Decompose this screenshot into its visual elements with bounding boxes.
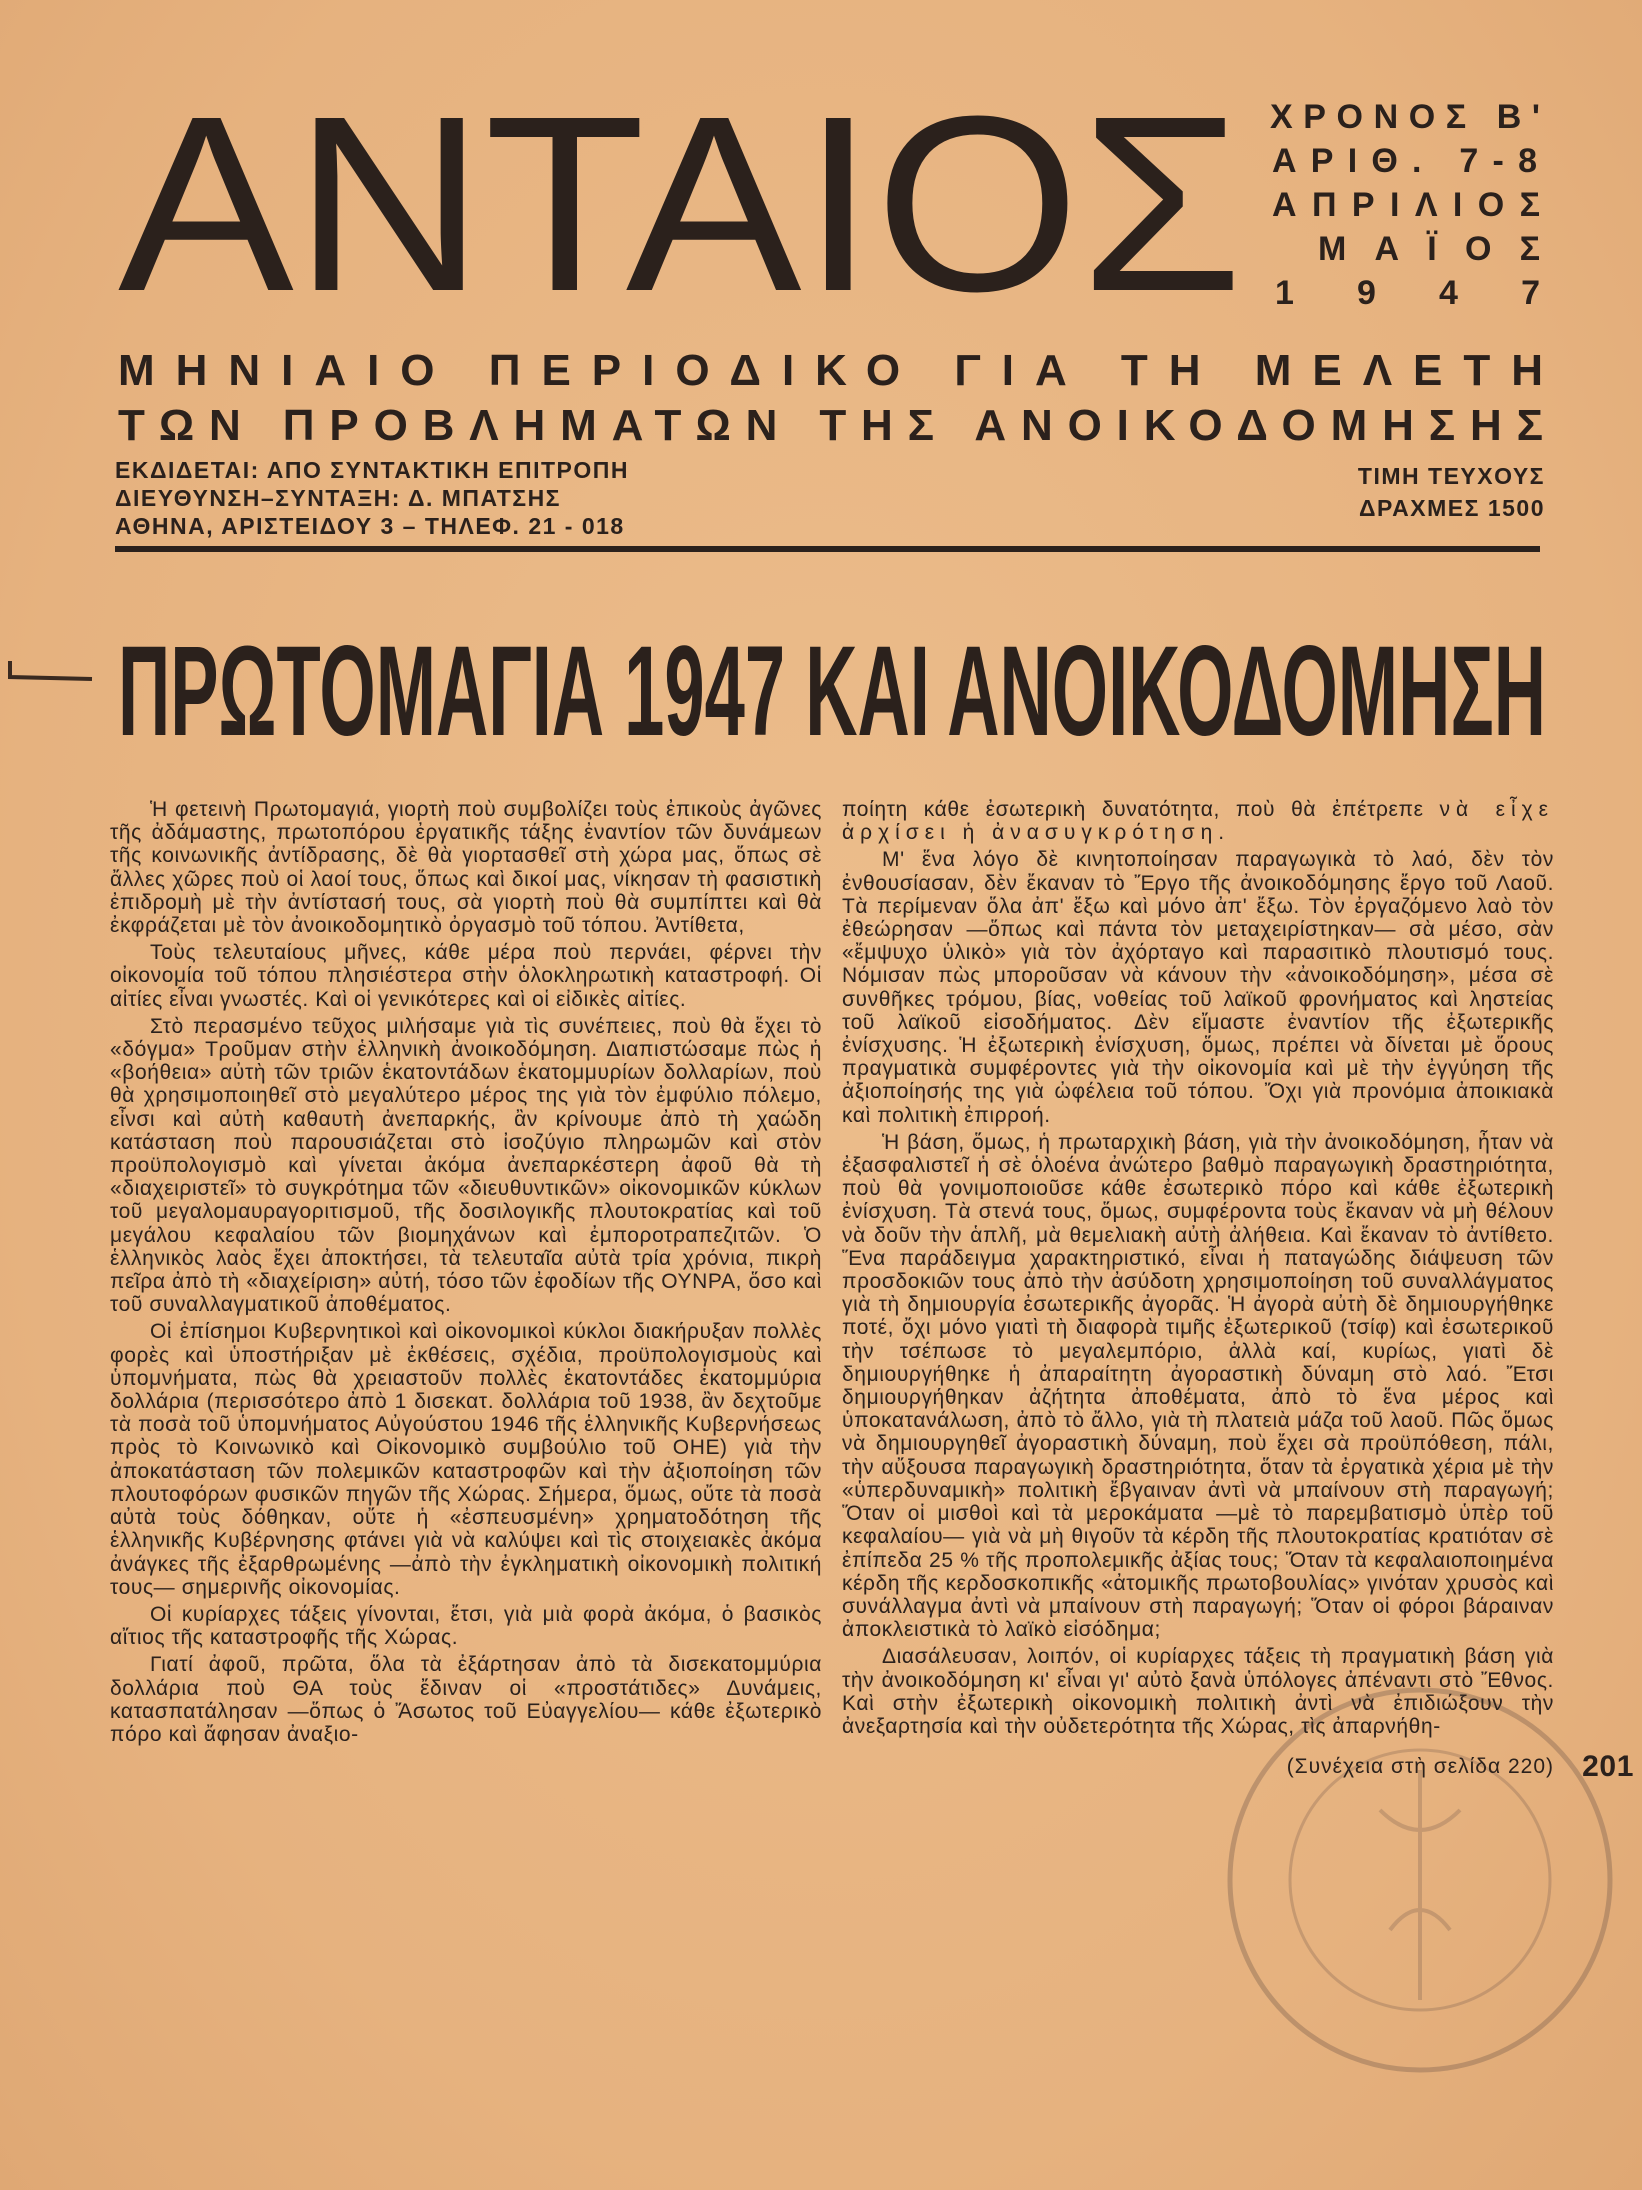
paragraph: Οἱ ἐπίσημοι Κυβερνητικοὶ καὶ οἰκονομικοὶ κύκλοι διακήρυξαν πολλὲς φορὲς καὶ ὑποστήριξαν μὲ ἐκθέσεις, σχέδια, προϋπολογισμοὺς καὶ ὑπομνήματα, πὼς θὰ χρειαστοῦν πολλὲς ἑκατοντάδες ἑκατομμύρια δολλάρια (περισσότερο ἀπὸ 1 δισεκατ. δολλάρια τοῦ 1938, ἂν δεχτοῦμε τὰ ποσὰ τοῦ ὑπομνήματος Αὐγούστου 1946 τῆς ἑλληνικῆς Κυβερνήσεως πρὸς τὸ Κοινωνικὸ καὶ Οἰκονομικὸ συμβούλιο τοῦ ΟΗΕ) γιὰ τὴν ἀποκατάσταση τῶν πολεμικῶν καταστροφῶν καὶ τὴν ἀξιοποίηση τῶν πλουτοφόρων φυσικῶν πηγῶν τῆς Χώρας. Σήμερα, ὅμως, οὔτε τὰ ποσὰ αὐτὰ τοὺς δόθηκαν, οὔτε ἡ «ἐσπευσμένη» χρηματοδότηση τῆς ἑλληνικῆς Κυβέρνησης φτάνει γιὰ νὰ καλύψει καὶ τὶς στοιχειακὲς ἀκόμα ἀνάγκες τῆς ἐξαρθρωμένης —ἀπὸ τὴν ἐγκληματικὴ οἰκονομικὴ πολιτική τους— σημερινῆς οἰκονομίας. bbox=[110, 1320, 822, 1599]
continuation-text-spaced: νὰ εἶχε ἀρχίσει ἡ ἀνασυγκρότηση. bbox=[842, 798, 1554, 845]
headline: ΠΡΩΤΟΜΑΓΙΑ 1947 ΚΑΙ ΑΝΟΙΚΟΔΟΜΗΣΗ bbox=[118, 620, 1547, 763]
paragraph: Μ' ἕνα λόγο δὲ κινητοποίησαν παραγωγικὰ τὸ λαό, δὲν τὸν ἐνθουσίασαν, δὲν ἔκαναν τὸ Ἔργο τῆς ἀνοικοδόμησης ἔργο τοῦ Λαοῦ. Τὰ περίμεναν ὅλα ἀπ' ἔξω καὶ μόνο ἀπ' ἔξω. Τὸν ἐργαζόμενο λαὸ τὸν ἐθεώρησαν —ὅπως καὶ πάντα τὸν μεταχειρίστηκαν— σὰ μέσο, σὰν «ἔμψυχο ὑλικὸ» γιὰ τὸν ἀχόρταγο καὶ παρασιτικὸ πλουτισμό τους. Νόμισαν πὼς μποροῦσαν νὰ κάνουν τὴν «ἀνοικοδόμηση», μέσα σὲ συνθῆκες τρόμου, βίας, νοθείας τοῦ λαϊκοῦ φρονήματος καὶ ληστείας τοῦ λαϊκοῦ εἰσοδήματος. Δὲν εἴμαστε ἐναντίον τῆς ἐξωτερικῆς ἐνίσχυσης. Ἡ ἐξωτερικὴ ἐνίσχυση, ὅμως, πρέπει νὰ δίνεται μὲ ὅρους πραγματικὰ συμφέροντες γιὰ τὴν οἰκονομία καὶ μὲ τὴν ἐγγύηση τῆς ἀξιοποίησής της γιὰ ὠφέλεια τοῦ τόπου. Ὄχι γιὰ προνόμια ἀποικιακὰ καὶ πολιτικὴ ἐπιρροή. bbox=[842, 848, 1554, 1127]
issue-month-1: ΑΠΡΙΛΙΟΣ bbox=[1272, 186, 1540, 224]
paragraph: Στὸ περασμένο τεῦχος μιλήσαμε γιὰ τὶς συνέπειες, ποὺ θὰ ἔχει τὸ «δόγμα» Τροῦμαν στὴν ἑλληνικὴ ἀνοικοδόμηση. Διαπιστώσαμε πὼς ἡ «βοήθεια» αὐτὴ τῶν τριῶν ἑκατοντάδων ἑκατομμυρίων δολλαρίων, ποὺ θὰ χρησιμοποιηθεῖ στὸ μεγαλύτερο μέρος της γιὰ τὸν ἐμφύλιο πόλεμο, εἶνσι καὶ αὐτὴ καθαυτὴ ἀνεπαρκής, ἂν κρίνουμε ἀπὸ τὴ χαώδη κατάσταση ποὺ παρουσιάζεται στὸ ἰσοζύγιο πληρωμῶν καὶ στὸν προϋπολογισμὸ καὶ γίνεται ἀκόμα ἀνεπαρκέστερη ἀφοῦ θὰ τὴ «διαχειριστεῖ» τὸ συγκρότημα τῶν «διευθυντικῶν» οἰκονομικῶν κύκλων τοῦ μεγαλομαυραγοριτισμοῦ, τῆς δοσιλογικῆς πλουτοκρατίας καὶ τοῦ μεγάλου κεφαλαίου τῶν βιομηχάνων καὶ ἐμποροτραπεζιτῶν. Ὁ ἑλληνικὸς λαὸς ἔχει ἀποκτήσει, τὰ τελευταῖα αὐτὰ τρία χρόνια, πικρὴ πεῖρα ἀπὸ τὴ «διαχείριση» αὐτή, τόσο τῶν ἐφοδίων τῆς ΟΥΝΡΑ, ὅσο καὶ τοῦ συναλλαγματικοῦ ἀποθέματος. bbox=[110, 1014, 822, 1317]
publisher-line: ΕΚΔΙΔΕΤΑΙ: ΑΠΟ ΣΥΝΤΑΚΤΙΚΗ ΕΠΙΤΡΟΠΗ bbox=[115, 457, 629, 483]
continuation-row bbox=[842, 1750, 1634, 1784]
magazine-title: ΑΝΤΑΙΟΣ bbox=[118, 64, 1243, 343]
address-line: ΑΘΗΝΑ, ΑΡΙΣΤΕΙΔΟΥ 3 – ΤΗΛΕΦ. 21 - 018 bbox=[115, 513, 625, 539]
continued-on-page-note: (Συνέχεια στὴ σελίδα 220) bbox=[1286, 1755, 1554, 1779]
paragraph-continuation bbox=[842, 798, 1554, 844]
article-column-right bbox=[842, 798, 1634, 1784]
publisher-info bbox=[115, 456, 629, 540]
price-label: ΤΙΜΗ ΤΕΥΧΟΥΣ bbox=[1357, 463, 1545, 489]
price-value: ΔΡΑΧΜΕΣ 1500 bbox=[1359, 495, 1545, 521]
issue-month-2: ΜΑΪΟΣ bbox=[1318, 230, 1540, 268]
issue-year-label: ΧΡΟΝΟΣ Β' bbox=[1270, 98, 1540, 136]
header-divider bbox=[115, 546, 1540, 552]
subtitle-line-2: ΤΩΝ ΠΡΟΒΛΗΜΑΤΩΝ ΤΗΣ ΑΝΟΙΚΟΔΟΜΗΣΗΣ bbox=[118, 401, 1543, 450]
page-number: 201 bbox=[1582, 1750, 1634, 1784]
margin-mark bbox=[8, 655, 93, 683]
subtitle-line-1: ΜΗΝΙΑΙΟ ΠΕΡΙΟΔΙΚΟ ΓΙΑ ΤΗ ΜΕΛΕΤΗ bbox=[118, 346, 1543, 395]
paragraph: Διασάλευσαν, λοιπόν, οἱ κυρίαρχες τάξεις τὴ πραγματικὴ βάση γιὰ τὴν ἀνοικοδόμηση κι' εἶναι γι' αὐτὸ ξανὰ ὑπόλογες ἀπέναντι στὸ Ἔθνος. Καὶ στὴν ἐξωτερικὴ οἰκονομικὴ πολιτικὴ ἀντὶ νὰ ἐπιδιώξουν τὴν ἀνεξαρτησία καὶ τὴν οὐδετερότητα τῆς Χώρας, τὶς ἀπαρνήθη- bbox=[842, 1645, 1554, 1738]
paragraph: Ἡ βάση, ὅμως, ἡ πρωταρχικὴ βάση, γιὰ τὴν ἀνοικοδόμηση, ἦταν νὰ ἐξασφαλιστεῖ ἡ σὲ ὁλοένα ἀνώτερο βαθμὸ παραγωγικὴ δραστηριότητα, ποὺ θὰ γονιμοποιοῦσε κάθε ἐσωτερικὸ πόρο καὶ κάθε ἐξωτερικὴ ἐνίσχυση. Τὰ στενά τους, ὅμως, συμφέροντα τοὺς ἔκαναν νὰ μὴ θέλουν νὰ δοῦν τὴν ἁπλῆ, μὰ θεμελιακὴ αὐτὴ ἀλήθεια. Καὶ ἔκαναν τὸ ἀντίθετο. Ἕνα παράδειγμα χαρακτηριστικό, εἶναι ἡ παταγώδης διάψευση τῶν προσδοκιῶν τους ἀπὸ τὴν ἀσύδοτη χρησιμοποίηση τοῦ συναλλάγματος γιὰ τὴ δημιουργία ἐσωτερικῆς ἀγορᾶς. Ἡ ἀγορὰ αὐτὴ δὲ δημιουργήθηκε ποτέ, ὄχι μόνο γιατὶ τὴ διαφορὰ τιμῆς ἐξωτερικοῦ (τσίφ) καὶ ἐσωτερικοῦ τὴν τσέπωσε τὸ μεγαλεμπόριο, ἀλλὰ καί, κυρίως, γιατὶ δὲ δημιουργήθηκε ἡ ἀπαραίτητη ἀγοραστικὴ δύναμη στὸ λαό. Ἔτσι δημιουργήθηκαν ἀζήτητα ἀποθέματα, ἀπὸ τὸ ἕνα μέρος καὶ ὑποκατανάλωση, ἀπὸ τὸ ἄλλο, γιὰ τὴ πλατειὰ μάζα τοῦ λαοῦ. Πῶς ὅμως νὰ δημιουργηθεῖ ἀγοραστικὴ δύναμη, ποὺ ἔχει σὰ προϋπόθεση, πάλι, τὴν αὔξουσα παραγωγικὴ δραστηριότητα, ὅταν τὰ ἐργατικὰ χέρια μὲ τὴν «ὑπερδυναμικὴ» πολιτικὴ ἔβγαιναν ἀντὶ νὰ μπαίνουν στὴ παραγωγή; Ὅταν οἱ μισθοὶ καὶ τὰ μεροκάματα —μὲ τὸ παρεμβατισμὸ ὑπὲρ τοῦ κεφαλαίου— γιὰ νὰ μὴ θιγοῦν τὰ κέρδη τῆς πλουτοκρατίας κρατιόταν σὲ ἐπίπεδα 25 % τῆς προπολεμικῆς ἀξίας τους; Ὅταν τὰ κεφαλαιοποιημένα κέρδη τῆς κερδοσκοπικῆς «ἀτομικῆς πρωτοβουλίας» γινόταν χρυσὸς καὶ συνάλλαγμα ἀντὶ νὰ μπαίνουν στὴ παραγωγή; Ὅταν οἱ φόροι βάραιναν ἀποκλειστικὰ τὸ λαϊκὸ εἰσόδημα; bbox=[842, 1130, 1554, 1642]
paragraph: Γιατί ἀφοῦ, πρῶτα, ὅλα τὰ ἐξάρτησαν ἀπὸ τὰ δισεκατομμύρια δολλάρια ποὺ ΘΑ τοὺς ἔδιναν οἱ «προστάτιδες» Δυνάμεις, κατασπατάλησαν —ὅπως ὁ Ἄσωτος τοῦ Εὐαγγελίου— κάθε ἐξωτερικὸ πόρο καὶ ἄφησαν ἀναξιο- bbox=[110, 1653, 822, 1746]
masthead bbox=[0, 0, 1642, 800]
paragraph: Οἱ κυρίαρχες τάξεις γίνονται, ἔτσι, γιὰ μιὰ φορὰ ἀκόμα, ὁ βασικὸς αἴτιος τῆς καταστροφῆς τῆς Χώρας. bbox=[110, 1602, 822, 1650]
paragraph: Ἡ φετεινὴ Πρωτομαγιά, γιορτὴ ποὺ συμβολίζει τοὺς ἐπικοὺς ἀγῶνες τῆς ἀδάμαστης, πρωτοπόρου ἐργατικῆς τάξης ἐναντίον τῶν δυνάμεων τῆς κοινωνικῆς ἀντίδρασης, δὲ θὰ γιορτασθεῖ στὴ χώρα μας, ὅπως σὲ ἄλλες χῶρες ποὺ οἱ λαοί τους, ὅπως καὶ δικοί μας, νίκησαν τὴ φασιστικὴ ἐπιδρομὴ μὲ τὴν ἀντίστασή τους, σὰ γιορτὴ ποὺ θὰ συμπίπτει καὶ θὰ ἐκφράζεται μὲ τὸν ἀνοικοδομητικὸ ὀργασμὸ τοῦ τόπου. Ἀντίθετα, bbox=[110, 798, 822, 938]
issue-number: ΑΡΙΘ. 7-8 bbox=[1272, 142, 1537, 180]
continuation-text: ποίητη κάθε ἐσωτερικὴ δυνατότητα, ποὺ θὰ ἐπέτρεπε bbox=[842, 798, 1424, 821]
article-column-left bbox=[110, 798, 822, 1750]
editor-line: ΔΙΕΥΘΥΝΣΗ–ΣΥΝΤΑΞΗ: Δ. ΜΠΑΤΣΗΣ bbox=[115, 485, 561, 511]
price-info bbox=[1340, 462, 1545, 522]
issue-year: 1 9 4 7 bbox=[1275, 274, 1540, 312]
paragraph: Τοὺς τελευταίους μῆνες, κάθε μέρα ποὺ περνάει, φέρνει τὴν οἰκονομία τοῦ τόπου πλησιέστερα στὴν ὁλοκληρωτικὴ καταστροφή. Οἱ αἰτίες εἶναι γνωστές. Καὶ οἱ γενικότερες καὶ οἱ εἰδικὲς αἰτίες. bbox=[110, 941, 822, 1011]
